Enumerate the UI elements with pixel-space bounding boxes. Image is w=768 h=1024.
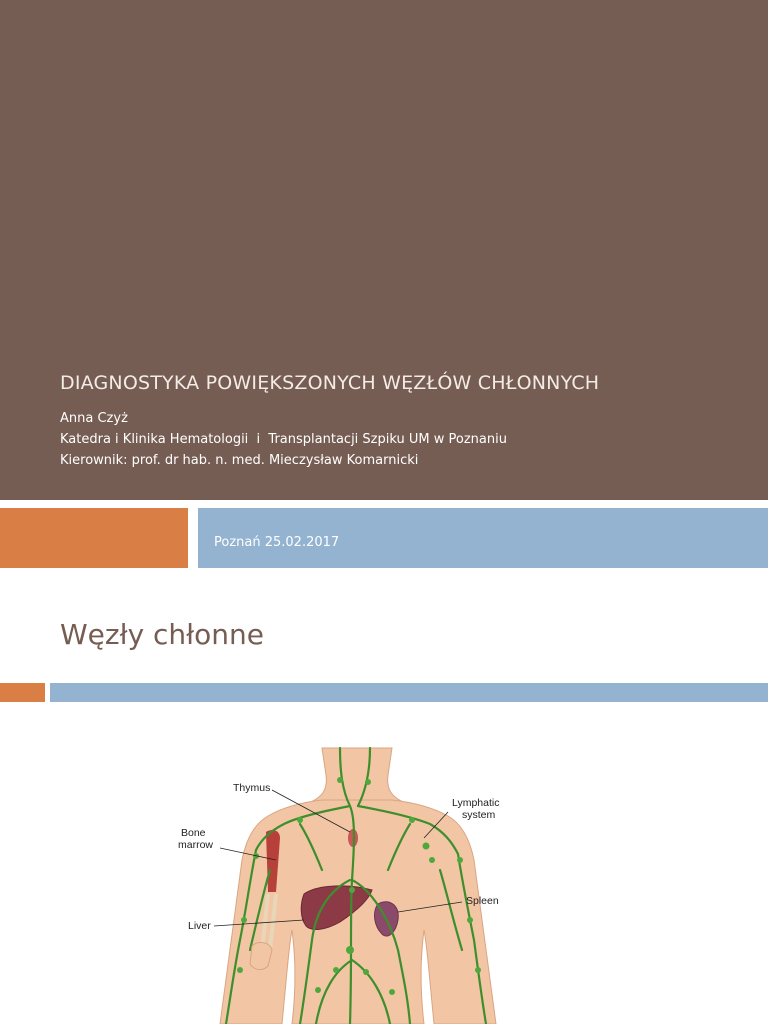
department-head: Kierownik: prof. dr hab. n. med. Mieczysław Komarnicki	[60, 453, 419, 468]
slide-title: DIAGNOSTYKA POWIĘKSZONYCH WĘZŁÓW CHŁONNYCH	[60, 372, 600, 394]
blue-accent-bar	[50, 683, 768, 702]
title-slide-background	[0, 0, 768, 500]
department-name: Katedra i Klinika Hematologii i Transplantacji Szpiku UM w Poznaniu	[60, 432, 507, 447]
label-bone-line2: marrow	[178, 839, 214, 851]
subtitle-block	[60, 408, 507, 471]
author-name: Anna Czyż	[60, 411, 128, 426]
label-bone-line1: Bone	[181, 827, 206, 839]
label-lymphatic-line2: system	[462, 809, 496, 821]
lymphatic-system-figure	[0, 720, 768, 1024]
label-lymphatic-line1: Lymphatic	[452, 797, 500, 809]
label-liver: Liver	[188, 920, 211, 932]
blue-date-band	[198, 508, 768, 568]
label-thymus: Thymus	[233, 782, 271, 794]
slide2-title: Węzły chłonne	[60, 618, 264, 651]
label-spleen: Spleen	[466, 895, 499, 907]
orange-accent-bar	[0, 683, 45, 702]
presentation-date: Poznań 25.02.2017	[214, 535, 340, 550]
orange-accent-block	[0, 508, 188, 568]
